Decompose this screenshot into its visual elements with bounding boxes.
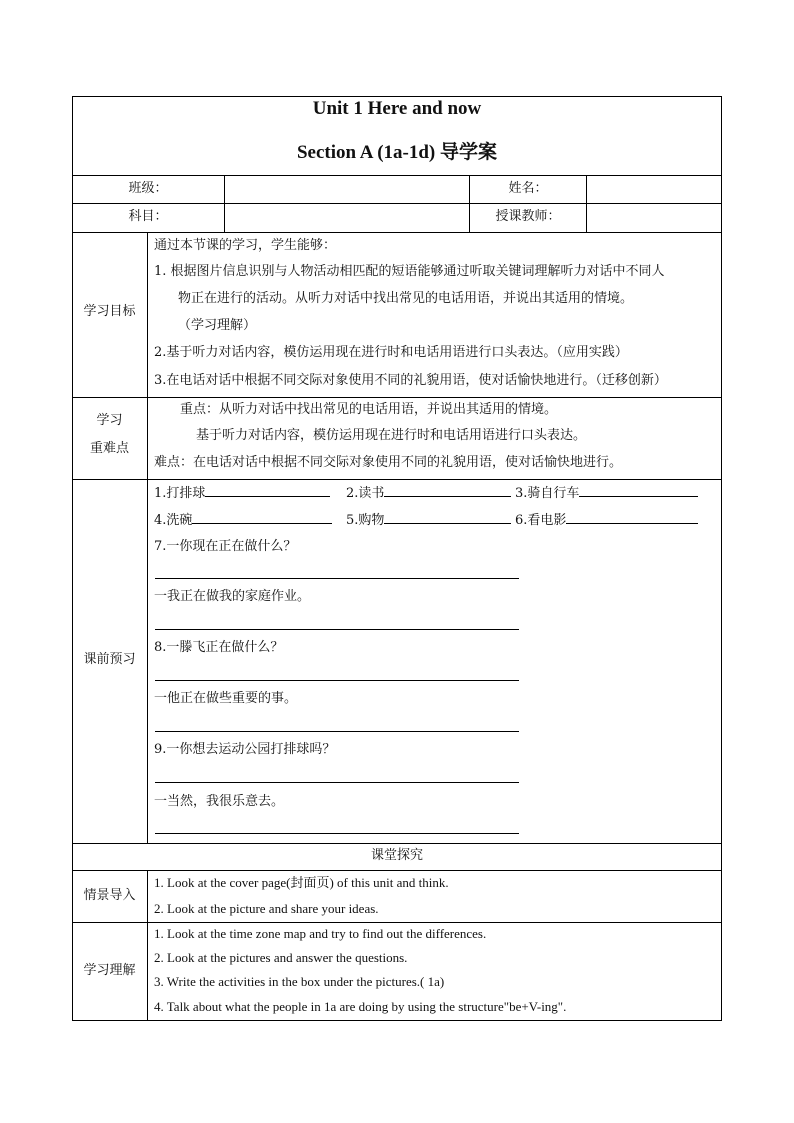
keypoints-label-2: 重难点 bbox=[89, 441, 129, 456]
answer-blank[interactable] bbox=[384, 511, 511, 524]
row-divider bbox=[72, 870, 722, 871]
goals-intro: 通过本节课的学习，学生能够： bbox=[154, 238, 337, 253]
key-point-2: 基于听力对话内容，模仿运用现在进行时和电话用语进行口头表达。 bbox=[196, 428, 587, 443]
name-field[interactable] bbox=[587, 176, 721, 203]
row-divider bbox=[72, 843, 722, 844]
class-label: 班级： bbox=[128, 181, 168, 196]
goal-item-1: 1. 根据图片信息识别与人物活动相匹配的短语能够通过听取关键词理解听力对话中不同人 bbox=[154, 264, 665, 279]
preview-a9: 一当然，我很乐意去。 bbox=[154, 794, 285, 809]
preview-word-1-text: 1.打排球 bbox=[154, 486, 206, 501]
preview-label: 课前预习 bbox=[83, 652, 136, 667]
goal-item-3: 3.在电话对话中根据不同交际对象使用不同的礼貌用语，使对话愉快地进行。（迁移创新） bbox=[154, 373, 667, 388]
intro-label: 情景导入 bbox=[83, 888, 136, 903]
preview-word-5-text: 5.购物 bbox=[346, 513, 385, 528]
name-label: 姓名： bbox=[508, 181, 548, 196]
preview-word-1 bbox=[154, 484, 330, 502]
preview-word-4 bbox=[154, 511, 332, 529]
row-divider bbox=[72, 232, 722, 233]
preview-q8: 8.一滕飞正在做什么？ bbox=[154, 640, 284, 655]
answer-blank[interactable] bbox=[384, 484, 511, 497]
table-border-bottom bbox=[72, 1020, 722, 1021]
understand-item-4: 4. Talk about what the people in 1a are doing by using the structure"be+V-ing". bbox=[154, 999, 567, 1014]
intro-item-1: 1. Look at the cover page(封面页) of this unit and think. bbox=[154, 875, 449, 890]
table-border-right bbox=[721, 96, 722, 1021]
explore-heading: 课堂探究 bbox=[370, 848, 423, 863]
goal-item-1-cont: 物正在进行的活动。从听力对话中找出常见的电话用语，并说出其适用的情境。 bbox=[178, 291, 634, 306]
answer-blank[interactable] bbox=[566, 511, 698, 524]
goals-label: 学习目标 bbox=[83, 304, 136, 319]
goal-item-2: 2.基于听力对话内容，模仿运用现在进行时和电话用语进行口头表达。（应用实践） bbox=[154, 345, 628, 360]
col-divider bbox=[147, 870, 148, 1021]
difficult-point: 难点：在电话对话中根据不同交际对象使用不同的礼貌用语，使对话愉快地进行。 bbox=[154, 455, 623, 470]
answer-line[interactable] bbox=[155, 578, 519, 579]
preview-q7: 7.一你现在正在做什么？ bbox=[154, 539, 297, 554]
table-border-top bbox=[72, 96, 722, 97]
subject-field[interactable] bbox=[225, 204, 469, 232]
class-field[interactable] bbox=[225, 176, 469, 203]
preview-word-6 bbox=[515, 511, 698, 529]
keypoints-label: 学习 bbox=[96, 413, 123, 428]
understand-item-1: 1. Look at the time zone map and try to find out the differences. bbox=[154, 926, 487, 941]
col-divider bbox=[147, 232, 148, 844]
preview-word-4-text: 4.洗碗 bbox=[154, 513, 193, 528]
table-border-left bbox=[72, 96, 73, 1021]
preview-word-3 bbox=[515, 484, 698, 502]
answer-line[interactable] bbox=[155, 782, 519, 783]
answer-blank[interactable] bbox=[192, 511, 332, 524]
answer-line[interactable] bbox=[155, 629, 519, 630]
page-title: Unit 1 Here and now bbox=[312, 98, 482, 119]
teacher-field[interactable] bbox=[587, 204, 721, 232]
row-divider bbox=[72, 479, 722, 480]
preview-q9: 9.一你想去运动公园打排球吗？ bbox=[154, 742, 336, 757]
row-divider bbox=[72, 397, 722, 398]
goal-item-1-tag: （学习理解） bbox=[178, 318, 257, 333]
preview-a7: 一我正在做我的家庭作业。 bbox=[154, 589, 311, 604]
teacher-label: 授课教师： bbox=[495, 209, 561, 224]
answer-line[interactable] bbox=[155, 833, 519, 834]
preview-word-3-text: 3.骑自行车 bbox=[515, 486, 580, 501]
key-point-1: 重点：从听力对话中找出常见的电话用语，并说出其适用的情境。 bbox=[180, 402, 558, 417]
preview-word-2-text: 2.读书 bbox=[346, 486, 385, 501]
subject-label: 科目： bbox=[128, 209, 168, 224]
preview-word-6-text: 6.看电影 bbox=[515, 513, 567, 528]
answer-blank[interactable] bbox=[205, 484, 330, 497]
intro-item-2: 2. Look at the picture and share your ideas. bbox=[154, 901, 379, 916]
preview-word-2 bbox=[346, 484, 511, 502]
answer-line[interactable] bbox=[155, 680, 519, 681]
preview-a8: 一他正在做些重要的事。 bbox=[154, 691, 298, 706]
answer-line[interactable] bbox=[155, 731, 519, 732]
understand-item-2: 2. Look at the pictures and answer the questions. bbox=[154, 950, 408, 965]
page-subtitle: Section A (1a-1d) 导学案 bbox=[296, 142, 498, 163]
understand-label: 学习理解 bbox=[83, 963, 136, 978]
row-divider bbox=[72, 922, 722, 923]
answer-blank[interactable] bbox=[579, 484, 698, 497]
understand-item-3: 3. Write the activities in the box under the pictures.( 1a) bbox=[154, 974, 445, 989]
preview-word-5 bbox=[346, 511, 511, 529]
